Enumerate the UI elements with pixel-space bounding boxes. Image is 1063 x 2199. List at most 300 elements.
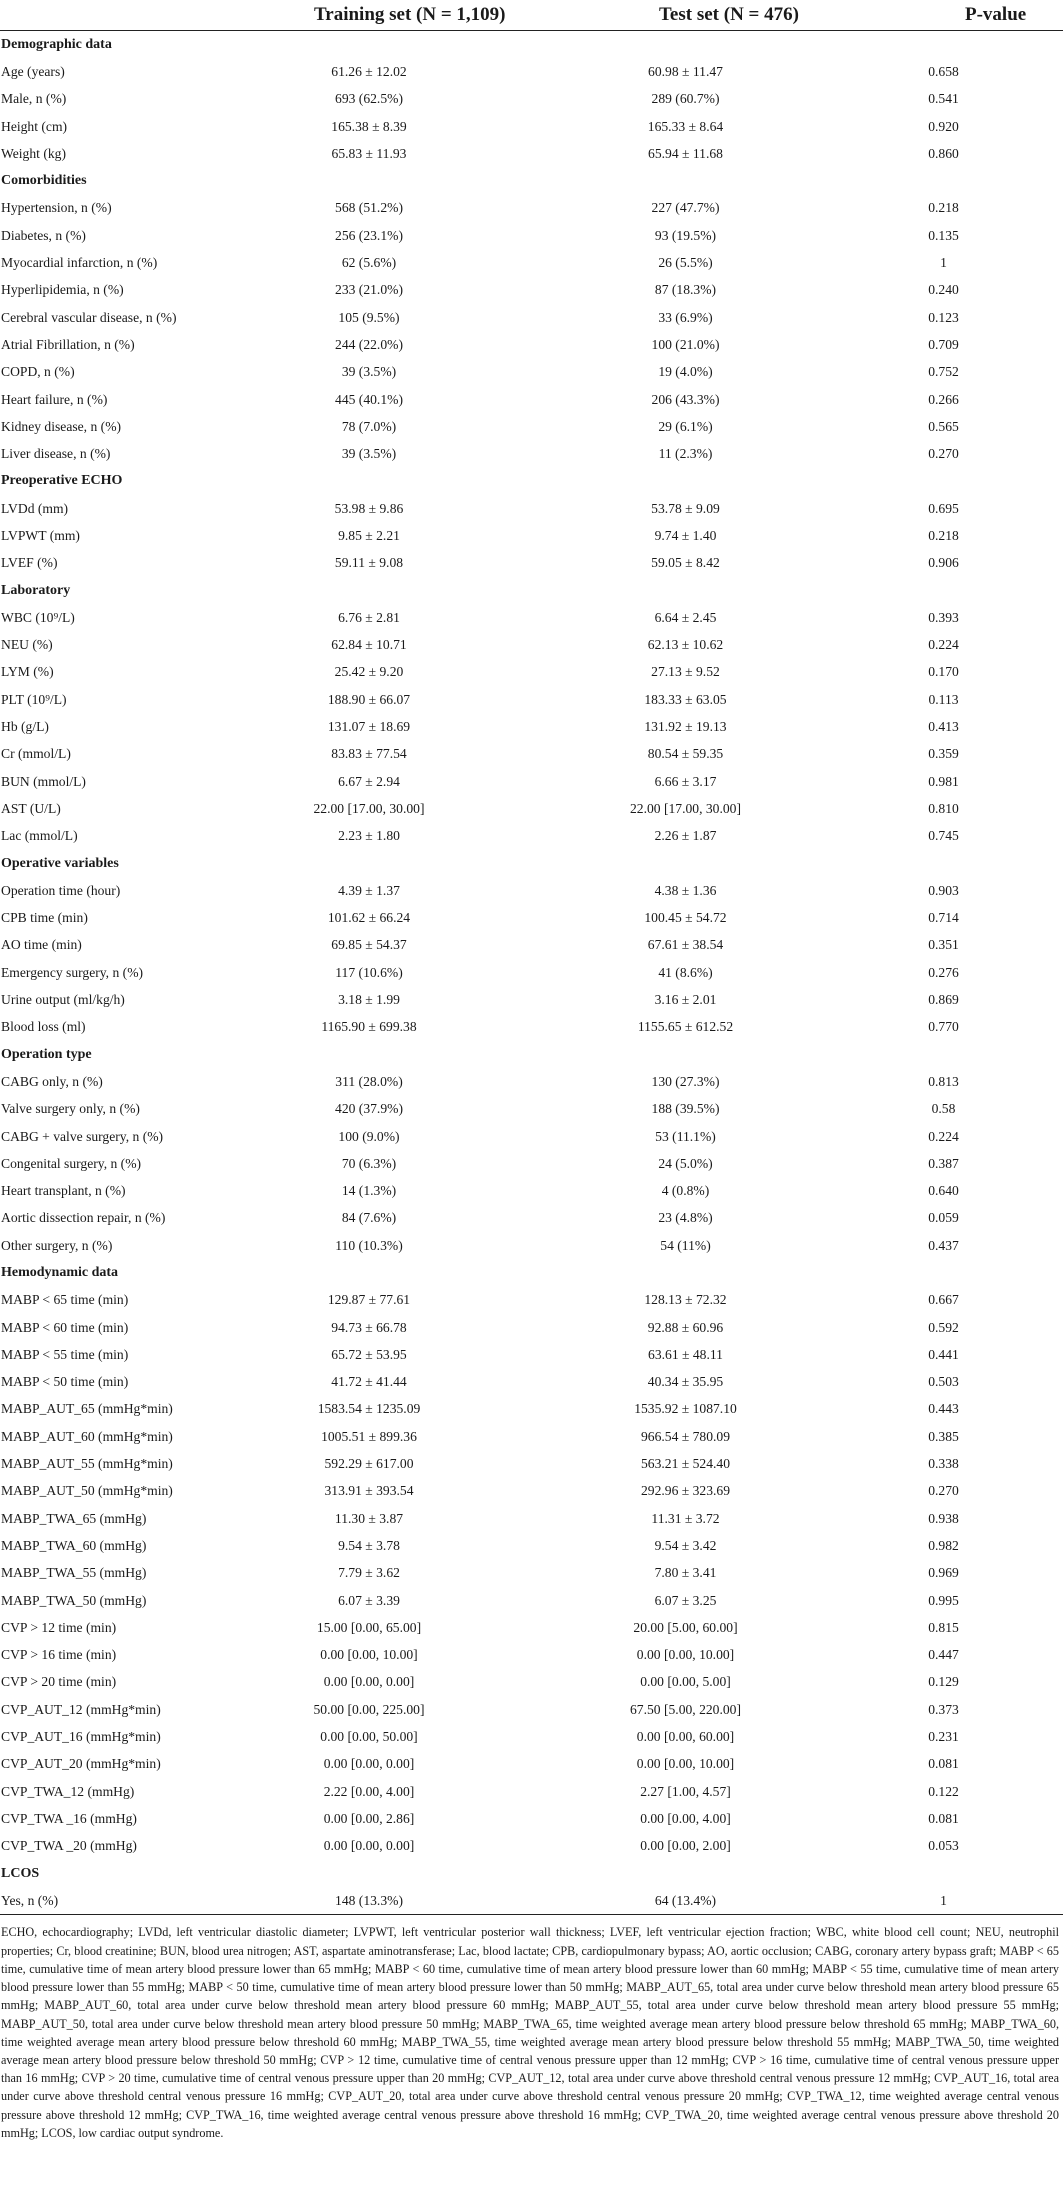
- test-value-cell: 33 (6.9%): [658, 309, 713, 325]
- test-value-cell: 60.98 ± 11.47: [648, 63, 723, 79]
- training-value-cell: 0.00 [0.00, 50.00]: [320, 1729, 418, 1745]
- header-row: [0, 0, 1063, 31]
- header-p-value: P-value: [890, 0, 1063, 31]
- test-value-cell: 80.54 ± 59.35: [647, 746, 724, 762]
- variable-cell: Hb (g/L): [1, 719, 49, 735]
- p-value-cell: 0.903: [928, 882, 959, 898]
- table-row: [0, 1205, 1063, 1232]
- test-value-cell: 131.92 ± 19.13: [644, 719, 727, 735]
- variable-cell: MABP_TWA_65 (mmHg): [1, 1510, 147, 1526]
- table-row: [0, 1396, 1063, 1423]
- test-value-cell: 59.05 ± 8.42: [651, 555, 720, 571]
- training-value-cell: 568 (51.2%): [335, 200, 403, 216]
- table-row: [0, 1096, 1063, 1123]
- table-row: [0, 986, 1063, 1013]
- variable-cell: LVEF (%): [1, 555, 58, 571]
- section-title: Demographic data: [1, 36, 112, 52]
- table-row: [0, 195, 1063, 222]
- section-title: Comorbidities: [1, 173, 87, 189]
- training-value-cell: 0.00 [0.00, 10.00]: [320, 1647, 418, 1663]
- variable-cell: MABP_AUT_60 (mmHg*min): [1, 1428, 173, 1444]
- table-row: [0, 932, 1063, 959]
- section-header-row: [0, 167, 1063, 194]
- p-value-cell: 0.815: [928, 1619, 959, 1635]
- variable-cell: CVP_TWA _20 (mmHg): [1, 1838, 137, 1854]
- variable-cell: CABG only, n (%): [1, 1073, 103, 1089]
- p-value-cell: 0.541: [928, 91, 959, 107]
- p-value-cell: 0.695: [928, 500, 959, 516]
- training-value-cell: 65.72 ± 53.95: [331, 1346, 407, 1362]
- variable-cell: CPB time (min): [1, 910, 88, 926]
- p-value-cell: 0.813: [928, 1073, 959, 1089]
- table-row: [0, 1560, 1063, 1587]
- training-value-cell: 1583.54 ± 1235.09: [317, 1401, 421, 1417]
- p-value-cell: 0.920: [928, 118, 959, 134]
- test-value-cell: 41 (8.6%): [658, 964, 713, 980]
- training-value-cell: 1165.90 ± 699.38: [321, 1019, 417, 1035]
- p-value-cell: 1: [890, 1887, 1063, 1915]
- section-title: Hemodynamic data: [1, 1265, 119, 1280]
- p-value-cell: 0.437: [928, 1237, 959, 1253]
- test-value-cell: 4 (0.8%): [661, 1183, 710, 1199]
- p-value-cell: 0.640: [928, 1183, 959, 1199]
- variable-cell: MABP < 60 time (min): [1, 1319, 129, 1335]
- p-value-cell: 0.351: [928, 937, 959, 953]
- p-value-cell: 0.081: [928, 1810, 959, 1826]
- test-value-cell: 227 (47.7%): [651, 200, 720, 216]
- table-row: [0, 1642, 1063, 1669]
- training-value-cell: 2.23 ± 1.80: [338, 828, 400, 844]
- training-value-cell: 61.26 ± 12.02: [331, 63, 407, 79]
- training-value-cell: 15.00 [0.00, 65.00]: [316, 1619, 422, 1635]
- variable-cell: Blood loss (ml): [1, 1019, 86, 1035]
- variable-cell: Other surgery, n (%): [1, 1237, 113, 1253]
- section-title: Operative variables: [1, 855, 119, 871]
- training-value-cell: 0.00 [0.00, 0.00]: [323, 1674, 415, 1690]
- test-value-cell: 29 (6.1%): [658, 418, 713, 434]
- training-value-cell: 131.07 ± 18.69: [327, 719, 411, 735]
- p-value-cell: 0.218: [928, 527, 959, 543]
- test-value-cell: 64 (13.4%): [555, 1887, 890, 1915]
- table-row: [0, 1314, 1063, 1341]
- variable-cell: CVP_AUT_12 (mmHg*min): [1, 1701, 161, 1717]
- p-value-cell: 0.170: [928, 664, 959, 680]
- training-value-cell: 148 (13.3%): [255, 1887, 555, 1915]
- section-header-row: [0, 468, 1063, 495]
- table-header: [0, 0, 1063, 31]
- variable-cell: Aortic dissection repair, n (%): [1, 1210, 166, 1226]
- table-row: [0, 1833, 1063, 1860]
- test-value-cell: 130 (27.3%): [651, 1073, 720, 1089]
- variable-cell: WBC (10⁹/L): [1, 609, 75, 625]
- test-value-cell: 0.00 [0.00, 10.00]: [636, 1756, 735, 1772]
- table-row: [0, 795, 1063, 822]
- test-value-cell: 0.00 [0.00, 5.00]: [640, 1674, 731, 1690]
- p-value-cell: 0.270: [928, 1483, 959, 1499]
- p-value-cell: 0.122: [928, 1783, 959, 1799]
- test-value-cell: 183.33 ± 63.05: [644, 691, 727, 707]
- training-value-cell: 50.00 [0.00, 225.00]: [313, 1701, 425, 1717]
- test-value-cell: 100.45 ± 54.72: [644, 910, 727, 926]
- training-value-cell: 94.73 ± 66.78: [331, 1319, 407, 1335]
- test-value-cell: 11 (2.3%): [658, 446, 713, 462]
- training-value-cell: 110 (10.3%): [335, 1237, 403, 1253]
- test-value-cell: 563.21 ± 524.40: [640, 1456, 731, 1472]
- table-footnote: ECHO, echocardiography; LVDd, left ventricular diastolic diameter; LVPWT, left ventricular posterior wall thickness; LVEF, left ventricular ejection fraction; WBC, white blood cell count; NEU, neutrophil properties; Cr, blood creatinine; BUN, blood urea nitrogen; AST, aspartate aminotransferase; Lac, blood lactate; CPB, cardiopulmonary bypass; AO, aortic occlusion; CABG, coronary artery bypass graft; MABP < 65 time, cumulative time of mean artery blood pressure lower than 65 mmHg; MABP < 60 time, cumulative time of mean artery blood pressure lower than 60 mmHg; MABP < 55 time, cumulative time of mean artery blood pressure lower than 55 mmHg; MABP < 50 time, cumulative time of mean artery blood pressure lower than 50 mmHg; MABP_AUT_65, total area under curve below threshold mean artery blood pressure 65 mmHg; MABP_AUT_60, total area under curve below threshold mean artery blood pressure 60 mmHg; MABP_AUT_55, total area under curve below threshold mean artery blood pressure 55 mmHg; MABP_AUT_50, total area under curve below threshold mean artery blood pressure 50 mmHg; MABP_TWA_65, time weighted average mean artery blood pressure below threshold 65 mmHg; MABP_TWA_60, time weighted average mean artery blood pressure below threshold 60 mmHg; MABP_TWA_55, time weighted average mean artery blood pressure below threshold 55 mmHg; MABP_TWA_50, time weighted average mean artery blood pressure below threshold 50 mmHg; CVP > 12 time, cumulative time of central venous pressure upper than 12 mmHg; CVP > 16 time, cumulative time of central venous pressure upper than 16 mmHg; CVP > 20 time, cumulative time of central venous pressure upper than 20 mmHg; CVP_AUT_12, total area under curve above threshold central venous pressure 12 mmHg; CVP_AUT_16, total area under curve above threshold central venous pressure 16 mmHg; CVP_AUT_20, total area under curve above threshold central venous pressure 20 mmHg; CVP_TWA_12, time weighted average central venous pressure above threshold 12 mmHg; CVP_TWA_16, time weighted average central venous pressure above threshold 16 mmHg; CVP_TWA_20, time weighted average central venous pressure above threshold 20 mmHg; LCOS, low cardiac output syndrome.: [1, 1925, 1059, 2140]
- table-row: [0, 249, 1063, 276]
- test-value-cell: 54 (11%): [660, 1237, 711, 1253]
- test-value-cell: 9.54 ± 3.42: [654, 1537, 717, 1553]
- training-value-cell: 445 (40.1%): [335, 391, 403, 407]
- table-row: [0, 440, 1063, 467]
- variable-cell: Heart failure, n (%): [1, 391, 108, 407]
- variable-cell: Cr (mmol/L): [1, 746, 71, 762]
- variable-cell: MABP_TWA_50 (mmHg): [1, 1592, 147, 1608]
- variable-cell: Hypertension, n (%): [1, 200, 112, 216]
- variable-cell: Atrial Fibrillation, n (%): [1, 336, 135, 352]
- variable-cell: MABP_TWA_55 (mmHg): [1, 1565, 147, 1581]
- training-value-cell: 41.72 ± 41.44: [331, 1374, 407, 1390]
- p-value-cell: 0.938: [928, 1510, 959, 1526]
- table-row: [0, 86, 1063, 113]
- test-value-cell: 23 (4.8%): [658, 1210, 713, 1226]
- training-value-cell: 65.83 ± 11.93: [331, 145, 407, 161]
- p-value-cell: 0.276: [928, 964, 959, 980]
- p-value-cell: 1: [940, 255, 947, 271]
- p-value-cell: 0.129: [928, 1674, 959, 1690]
- variable-cell: Heart transplant, n (%): [1, 1183, 126, 1199]
- p-value-cell: 0.441: [928, 1346, 959, 1362]
- table-row: [0, 1014, 1063, 1041]
- p-value-cell: 0.413: [928, 719, 959, 735]
- test-value-cell: 128.13 ± 72.32: [644, 1292, 727, 1308]
- table-row: [0, 113, 1063, 140]
- test-value-cell: 1155.65 ± 612.52: [637, 1019, 734, 1035]
- test-value-cell: 22.00 [17.00, 30.00]: [629, 800, 741, 816]
- table-row: [0, 1887, 1063, 1915]
- p-value-cell: 0.969: [928, 1565, 959, 1581]
- test-value-cell: 7.80 ± 3.41: [654, 1565, 717, 1581]
- variable-cell: AST (U/L): [1, 800, 61, 816]
- training-value-cell: 39 (3.5%): [341, 364, 397, 380]
- table-row: [0, 1723, 1063, 1750]
- p-value-cell: 0.810: [928, 800, 959, 816]
- variable-cell: PLT (10⁹/L): [1, 691, 67, 707]
- p-value-cell: 0.869: [928, 992, 959, 1008]
- variable-cell: Hyperlipidemia, n (%): [1, 282, 124, 298]
- header-test-set: Test set (N = 476): [555, 0, 890, 31]
- test-value-cell: 6.66 ± 3.17: [654, 773, 717, 789]
- p-value-cell: 0.393: [928, 609, 959, 625]
- training-value-cell: 313.91 ± 393.54: [324, 1483, 414, 1499]
- training-value-cell: 11.30 ± 3.87: [334, 1510, 404, 1526]
- variable-cell: Height (cm): [1, 118, 68, 134]
- p-value-cell: 0.338: [928, 1456, 959, 1472]
- test-value-cell: 6.64 ± 2.45: [654, 609, 717, 625]
- variable-cell: Congenital surgery, n (%): [1, 1155, 142, 1171]
- p-value-cell: 0.231: [928, 1729, 959, 1745]
- p-value-cell: 0.224: [928, 1128, 959, 1144]
- variable-cell: Kidney disease, n (%): [1, 418, 122, 434]
- p-value-cell: 0.053: [928, 1838, 959, 1854]
- section-header-row: [0, 1259, 1063, 1286]
- section-title: Operation type: [1, 1046, 92, 1062]
- training-value-cell: 7.79 ± 3.62: [338, 1565, 400, 1581]
- table-row: [0, 413, 1063, 440]
- p-value-cell: 0.443: [928, 1401, 959, 1417]
- table-row: [0, 877, 1063, 904]
- test-value-cell: 24 (5.0%): [658, 1155, 713, 1171]
- p-value-cell: 0.770: [928, 1019, 959, 1035]
- variable-cell: Emergency surgery, n (%): [1, 964, 144, 980]
- training-value-cell: 311 (28.0%): [335, 1073, 403, 1089]
- p-value-cell: 0.995: [928, 1592, 959, 1608]
- test-value-cell: 3.16 ± 2.01: [654, 992, 717, 1008]
- training-value-cell: 592.29 ± 617.00: [324, 1456, 414, 1472]
- variable-cell: Cerebral vascular disease, n (%): [1, 309, 177, 325]
- p-value-cell: 0.266: [928, 391, 959, 407]
- header-variable: [0, 0, 255, 31]
- variable-cell: LYM (%): [1, 664, 54, 680]
- test-value-cell: 100 (21.0%): [651, 336, 720, 352]
- table-row: [0, 905, 1063, 932]
- p-value-cell: 0.565: [928, 418, 959, 434]
- table-row: [0, 1778, 1063, 1805]
- table-row: [0, 1287, 1063, 1314]
- training-value-cell: 9.54 ± 3.78: [338, 1537, 400, 1553]
- test-value-cell: 966.54 ± 780.09: [640, 1428, 731, 1444]
- variable-cell: COPD, n (%): [1, 364, 75, 380]
- test-value-cell: 1535.92 ± 1087.10: [634, 1401, 737, 1417]
- test-value-cell: 2.27 [1.00, 4.57]: [640, 1783, 731, 1799]
- section-title: Laboratory: [1, 582, 71, 598]
- table-row: [0, 140, 1063, 167]
- p-value-cell: 0.059: [928, 1210, 959, 1226]
- p-value-cell: 0.667: [928, 1292, 959, 1308]
- table-row: [0, 550, 1063, 577]
- test-value-cell: 165.33 ± 8.64: [647, 118, 724, 134]
- training-value-cell: 1005.51 ± 899.36: [321, 1428, 417, 1444]
- test-value-cell: 53 (11.1%): [655, 1128, 716, 1144]
- table-row: [0, 1068, 1063, 1095]
- variable-cell: Liver disease, n (%): [1, 446, 111, 462]
- variable-cell: NEU (%): [1, 637, 53, 653]
- training-value-cell: 70 (6.3%): [341, 1155, 397, 1171]
- variable-cell: AO time (min): [1, 937, 82, 953]
- test-value-cell: 188 (39.5%): [651, 1101, 720, 1117]
- variable-cell: CVP > 20 time (min): [1, 1674, 117, 1690]
- test-value-cell: 9.74 ± 1.40: [654, 527, 717, 543]
- training-value-cell: 420 (37.9%): [335, 1101, 403, 1117]
- table-row: [0, 222, 1063, 249]
- test-value-cell: 92.88 ± 60.96: [647, 1319, 724, 1335]
- training-value-cell: 6.07 ± 3.39: [338, 1592, 400, 1608]
- table-row: [0, 1150, 1063, 1177]
- section-header-row: [0, 577, 1063, 604]
- test-value-cell: 65.94 ± 11.68: [648, 145, 723, 161]
- variable-cell: Valve surgery only, n (%): [1, 1101, 140, 1117]
- section-header-row: [0, 31, 1063, 59]
- p-value-cell: 0.658: [928, 63, 959, 79]
- table-row: [0, 1696, 1063, 1723]
- variable-cell: LVPWT (mm): [1, 527, 80, 543]
- p-value-cell: 0.58: [931, 1101, 956, 1117]
- section-title: LCOS: [1, 1865, 40, 1881]
- variable-cell: CABG + valve surgery, n (%): [1, 1128, 164, 1144]
- test-value-cell: 62.13 ± 10.62: [647, 637, 724, 653]
- test-value-cell: 0.00 [0.00, 2.00]: [640, 1838, 731, 1854]
- training-value-cell: 256 (23.1%): [335, 227, 403, 243]
- test-value-cell: 11.31 ± 3.72: [651, 1510, 720, 1526]
- p-value-cell: 0.218: [928, 200, 959, 216]
- p-value-cell: 0.503: [928, 1374, 959, 1390]
- header-training-set: Training set (N = 1,109): [255, 0, 555, 31]
- test-value-cell: 20.00 [5.00, 60.00]: [633, 1619, 738, 1635]
- variable-cell: CVP_TWA_12 (mmHg): [1, 1783, 135, 1799]
- table-row: [0, 604, 1063, 631]
- p-value-cell: 0.081: [928, 1756, 959, 1772]
- table-row: [0, 331, 1063, 358]
- variable-cell: Male, n (%): [1, 91, 67, 107]
- table-row: [0, 1614, 1063, 1641]
- p-value-cell: 0.714: [928, 910, 959, 926]
- table-row: [0, 1369, 1063, 1396]
- p-value-cell: 0.709: [928, 336, 959, 352]
- training-value-cell: 59.11 ± 9.08: [334, 555, 404, 571]
- table-row: [0, 632, 1063, 659]
- table-row: [0, 522, 1063, 549]
- table-row: [0, 768, 1063, 795]
- variable-cell: Urine output (ml/kg/h): [1, 992, 125, 1008]
- variable-cell: Age (years): [1, 63, 65, 79]
- table-body: [0, 31, 1063, 1915]
- variable-cell: CVP > 16 time (min): [1, 1647, 117, 1663]
- training-value-cell: 244 (22.0%): [335, 336, 403, 352]
- table-row: [0, 1177, 1063, 1204]
- test-value-cell: 26 (5.5%): [658, 255, 713, 271]
- p-value-cell: 0.906: [928, 555, 959, 571]
- table-row: [0, 1450, 1063, 1477]
- test-value-cell: 93 (19.5%): [654, 227, 717, 243]
- variable-cell: MABP_AUT_50 (mmHg*min): [1, 1483, 173, 1499]
- variable-cell: CVP_AUT_20 (mmHg*min): [1, 1756, 161, 1772]
- table-row: [0, 277, 1063, 304]
- variable-cell: Myocardial infarction, n (%): [1, 255, 158, 271]
- section-title: Preoperative ECHO: [1, 473, 123, 489]
- training-value-cell: 84 (7.6%): [341, 1210, 397, 1226]
- training-value-cell: 188.90 ± 66.07: [327, 691, 411, 707]
- variable-cell: CVP_TWA _16 (mmHg): [1, 1810, 137, 1826]
- test-value-cell: 0.00 [0.00, 10.00]: [636, 1647, 735, 1663]
- test-value-cell: 206 (43.3%): [651, 391, 720, 407]
- training-value-cell: 83.83 ± 77.54: [331, 746, 407, 762]
- table-row: [0, 1123, 1063, 1150]
- table-row: [0, 1669, 1063, 1696]
- p-value-cell: 0.385: [928, 1428, 959, 1444]
- training-value-cell: 117 (10.6%): [335, 964, 403, 980]
- table-row: [0, 1751, 1063, 1778]
- section-header-row: [0, 1860, 1063, 1887]
- training-value-cell: 22.00 [17.00, 30.00]: [313, 800, 425, 816]
- table-row: [0, 1805, 1063, 1832]
- training-value-cell: 4.39 ± 1.37: [338, 882, 400, 898]
- variable-cell: CVP_AUT_16 (mmHg*min): [1, 1729, 161, 1745]
- table-row: [0, 386, 1063, 413]
- table-row: [0, 1478, 1063, 1505]
- test-value-cell: 87 (18.3%): [654, 282, 717, 298]
- table-row: [0, 686, 1063, 713]
- p-value-cell: 0.860: [928, 145, 959, 161]
- test-value-cell: 27.13 ± 9.52: [651, 664, 720, 680]
- table-row: [0, 659, 1063, 686]
- training-value-cell: 53.98 ± 9.86: [334, 500, 404, 516]
- table-row: [0, 359, 1063, 386]
- training-value-cell: 693 (62.5%): [335, 91, 403, 107]
- variable-cell: BUN (mmol/L): [1, 773, 86, 789]
- table-row: [0, 713, 1063, 740]
- training-value-cell: 0.00 [0.00, 0.00]: [323, 1756, 415, 1772]
- test-value-cell: 40.34 ± 35.95: [647, 1374, 724, 1390]
- training-value-cell: 9.85 ± 2.21: [338, 527, 400, 543]
- variable-cell: MABP_TWA_60 (mmHg): [1, 1537, 147, 1553]
- section-header-row: [0, 850, 1063, 877]
- p-value-cell: 0.592: [928, 1319, 959, 1335]
- training-value-cell: 2.22 [0.00, 4.00]: [323, 1783, 415, 1799]
- variable-cell: Operation time (hour): [1, 882, 121, 898]
- variable-cell: Weight (kg): [1, 145, 66, 161]
- variable-cell: LVDd (mm): [1, 500, 69, 516]
- test-value-cell: 6.07 ± 3.25: [654, 1592, 717, 1608]
- training-value-cell: 39 (3.5%): [341, 446, 397, 462]
- p-value-cell: 0.270: [928, 446, 959, 462]
- training-value-cell: 0.00 [0.00, 0.00]: [323, 1838, 415, 1854]
- p-value-cell: 0.240: [928, 282, 959, 298]
- training-value-cell: 233 (21.0%): [335, 282, 403, 298]
- test-value-cell: 292.96 ± 323.69: [640, 1483, 731, 1499]
- variable-cell: MABP_AUT_65 (mmHg*min): [1, 1401, 173, 1417]
- training-value-cell: 165.38 ± 8.39: [331, 118, 407, 134]
- training-value-cell: 3.18 ± 1.99: [338, 992, 400, 1008]
- p-value-cell: 0.373: [928, 1701, 959, 1717]
- table-row: [0, 58, 1063, 85]
- table-row: [0, 1232, 1063, 1259]
- table-row: [0, 1532, 1063, 1559]
- table-row: [0, 959, 1063, 986]
- training-value-cell: 0.00 [0.00, 2.86]: [323, 1810, 415, 1826]
- table-row: [0, 1423, 1063, 1450]
- test-value-cell: 4.38 ± 1.36: [654, 882, 717, 898]
- variable-cell: Yes, n (%): [0, 1887, 255, 1915]
- test-value-cell: 53.78 ± 9.09: [651, 500, 720, 516]
- test-value-cell: 0.00 [0.00, 60.00]: [636, 1729, 735, 1745]
- variable-cell: CVP > 12 time (min): [1, 1619, 117, 1635]
- test-value-cell: 63.61 ± 48.11: [648, 1346, 723, 1362]
- training-value-cell: 105 (9.5%): [338, 309, 400, 325]
- p-value-cell: 0.752: [928, 364, 959, 380]
- table-row: [0, 1587, 1063, 1614]
- table-row: [0, 1341, 1063, 1368]
- section-header-row: [0, 1041, 1063, 1068]
- test-value-cell: 67.61 ± 38.54: [647, 937, 724, 953]
- training-value-cell: 62.84 ± 10.71: [331, 637, 407, 653]
- training-value-cell: 101.62 ± 66.24: [327, 910, 411, 926]
- p-value-cell: 0.387: [928, 1155, 959, 1171]
- test-value-cell: 67.50 [5.00, 220.00]: [629, 1701, 741, 1717]
- test-value-cell: 289 (60.7%): [651, 91, 720, 107]
- test-value-cell: 19 (4.0%): [658, 364, 713, 380]
- variable-cell: MABP < 65 time (min): [1, 1292, 129, 1308]
- p-value-cell: 0.224: [928, 637, 959, 653]
